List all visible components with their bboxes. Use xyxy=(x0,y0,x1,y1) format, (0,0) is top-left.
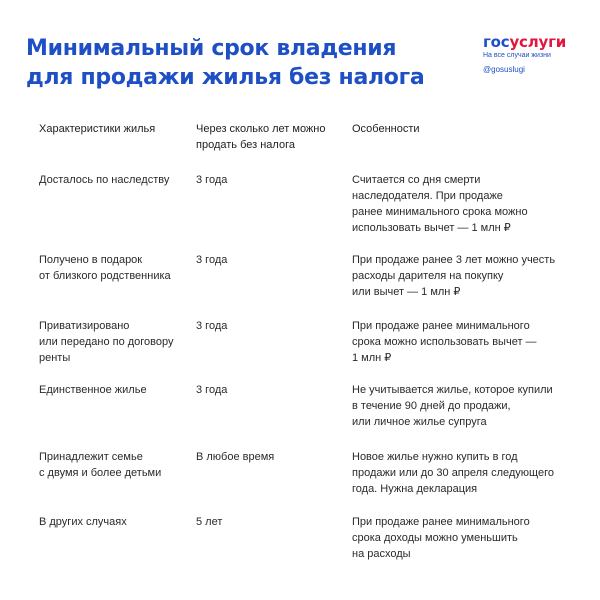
row-notes-cell-line: 1 млн ₽ xyxy=(352,352,392,364)
row-notes-cell xyxy=(352,449,554,497)
brand-tagline: На все случаи жизни xyxy=(483,52,551,59)
row-type-cell-line: Принадлежит семье xyxy=(39,451,143,463)
row-term-cell-line: 3 года xyxy=(196,384,228,396)
gosuslugi-logo xyxy=(483,34,566,51)
gosuslugi-brand xyxy=(483,34,566,74)
row-term-cell xyxy=(196,514,222,530)
row-notes-cell-line: или вычет — 1 млн ₽ xyxy=(352,286,461,298)
row-notes-cell-line: Новое жилье нужно купить в год xyxy=(352,451,518,463)
row-notes-cell-line: При продаже ранее минимального xyxy=(352,516,530,528)
row-notes-cell-line: наследодателя. При продаже xyxy=(352,190,503,202)
row-type-cell-line: ренты xyxy=(39,352,71,364)
row-term-cell xyxy=(196,252,227,268)
logo-part-gos: гос xyxy=(483,33,510,51)
row-type-cell xyxy=(39,252,171,284)
row-notes-cell xyxy=(352,382,553,430)
row-notes-cell xyxy=(352,318,537,366)
row-term-cell-line: В любое время xyxy=(196,451,275,463)
row-type-cell-line: Досталось по наследству xyxy=(39,174,170,186)
row-type-cell xyxy=(39,514,127,530)
row-notes-cell xyxy=(352,514,530,562)
row-notes-cell xyxy=(352,252,555,300)
row-type-cell-line: с двумя и более детьми xyxy=(39,467,162,479)
row-notes-cell-line: продажи или до 30 апреля следующего xyxy=(352,467,554,479)
row-notes-cell-line: При продаже ранее 3 лет можно учесть xyxy=(352,254,556,266)
row-notes-cell-line: Считается со дня смерти xyxy=(352,174,481,186)
column-header xyxy=(352,121,420,137)
column-header xyxy=(39,121,155,137)
row-notes-cell-line: срока доходы можно уменьшить xyxy=(352,532,518,544)
row-notes-cell-line: года. Нужна декларация xyxy=(352,483,478,495)
row-notes-cell-line: на расходы xyxy=(352,548,411,560)
column-header-line: Характеристики жилья xyxy=(39,123,156,135)
row-type-cell xyxy=(39,318,174,366)
row-type-cell xyxy=(39,172,169,188)
row-type-cell xyxy=(39,449,161,481)
row-type-cell-line: Получено в подарок xyxy=(39,254,143,266)
column-header xyxy=(196,121,326,153)
row-notes-cell-line: в течение 90 дней до продажи, xyxy=(352,400,511,412)
row-term-cell xyxy=(196,172,227,188)
row-term-cell xyxy=(196,382,227,398)
row-term-cell-line: 5 лет xyxy=(196,516,223,528)
row-type-cell-line: от близкого родственника xyxy=(39,270,171,282)
row-term-cell-line: 3 года xyxy=(196,254,228,266)
row-notes-cell-line: или личное жилье супруга xyxy=(352,416,487,428)
row-notes-cell-line: При продаже ранее минимального xyxy=(352,320,530,332)
row-notes-cell-line: ранее минимального срока можно xyxy=(352,206,528,218)
row-notes-cell-line: срока можно использовать вычет — xyxy=(352,336,537,348)
row-term-cell-line: 3 года xyxy=(196,320,228,332)
row-type-cell-line: Приватизировано xyxy=(39,320,130,332)
row-type-cell-line: В других случаях xyxy=(39,516,127,528)
row-type-cell xyxy=(39,382,147,398)
row-type-cell-line: Единственное жилье xyxy=(39,384,147,396)
page-title xyxy=(26,34,424,92)
row-term-cell xyxy=(196,318,227,334)
row-notes-cell-line: Не учитывается жилье, которое купили xyxy=(352,384,553,396)
row-notes-cell-line: использовать вычет — 1 млн ₽ xyxy=(352,222,511,234)
row-type-cell-line: или передано по договору xyxy=(39,336,174,348)
column-header-line: продать без налога xyxy=(196,139,295,151)
row-term-cell xyxy=(196,449,274,465)
column-header-line: Через сколько лет можно xyxy=(196,123,326,135)
brand-handle: @gosuslugi xyxy=(483,65,525,74)
column-header-line: Особенности xyxy=(352,123,420,135)
page-title-line-1: Минимальный срок владения xyxy=(26,36,397,61)
row-term-cell-line: 3 года xyxy=(196,174,228,186)
page-title-line-2: для продажи жилья без налога xyxy=(26,65,425,90)
row-notes-cell xyxy=(352,172,528,236)
row-notes-cell-line: расходы дарителя на покупку xyxy=(352,270,504,282)
logo-part-uslugi: услуги xyxy=(509,33,567,51)
